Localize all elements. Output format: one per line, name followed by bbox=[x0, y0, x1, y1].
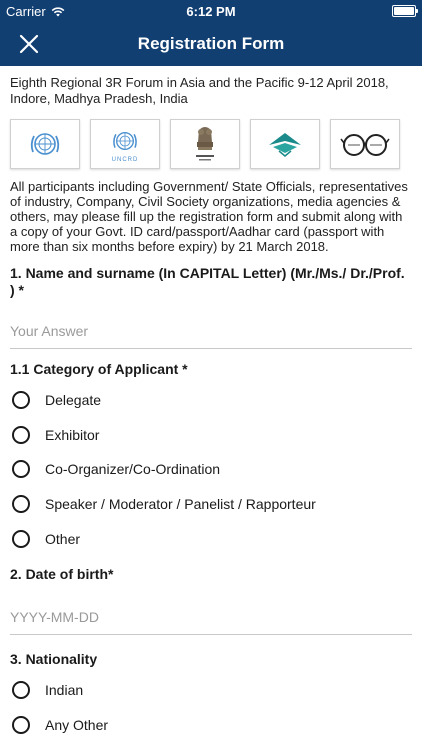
option-label: Any Other bbox=[45, 716, 109, 733]
un-emblem-icon bbox=[27, 126, 63, 162]
question-category-label: 1.1 Category of Applicant * bbox=[10, 361, 188, 377]
ministry-environment-logo bbox=[250, 119, 320, 169]
swachh-bharat-logo bbox=[330, 119, 400, 169]
india-emblem-logo bbox=[170, 119, 240, 169]
intro-text: All participants including Government/ State Officials, representatives of industry, Company, Civil Society organizations, media agencies & others, may please fill up the registration form and submit along with a copy of your Govt. ID card/passport/Aadhar card (passport with more than six months before expiry) by 21 March 2018. bbox=[10, 179, 408, 254]
status-time: 6:12 PM bbox=[186, 3, 236, 19]
india-emblem-icon bbox=[190, 124, 220, 164]
close-button[interactable] bbox=[18, 33, 40, 55]
ministry-environment-icon bbox=[265, 129, 305, 159]
nav-bar bbox=[0, 22, 422, 66]
nationality-radio-group bbox=[10, 673, 412, 742]
radio-circle-icon[interactable] bbox=[12, 391, 30, 409]
battery-icon bbox=[392, 5, 416, 17]
uncrd-emblem-icon bbox=[110, 126, 140, 156]
nationality-option-indian[interactable] bbox=[10, 673, 412, 708]
wifi-icon bbox=[51, 6, 65, 17]
radio-circle-icon[interactable] bbox=[12, 530, 30, 548]
category-option-speaker[interactable] bbox=[10, 487, 412, 522]
category-option-delegate[interactable] bbox=[10, 383, 412, 418]
form-content bbox=[0, 75, 422, 742]
option-label: Indian bbox=[45, 682, 84, 699]
option-label: Speaker / Moderator / Panelist / Rapporteur bbox=[45, 496, 316, 513]
nationality-option-any-other[interactable] bbox=[10, 708, 412, 743]
un-emblem-logo bbox=[10, 119, 80, 169]
category-option-other[interactable] bbox=[10, 521, 412, 556]
option-label: Delegate bbox=[45, 392, 102, 409]
question-dob-label: 2. Date of birth* bbox=[10, 565, 114, 582]
option-label: Exhibitor bbox=[45, 426, 100, 443]
radio-circle-icon[interactable] bbox=[12, 681, 30, 699]
swachh-bharat-glasses-icon bbox=[340, 129, 390, 159]
uncrd-logo bbox=[90, 119, 160, 169]
status-left bbox=[6, 4, 65, 19]
category-option-exhibitor[interactable] bbox=[10, 418, 412, 453]
question-nationality-label: 3. Nationality bbox=[10, 650, 98, 667]
event-title: Eighth Regional 3R Forum in Asia and the Pacific 9-12 April 2018, Indore, Madhya Pradesh, India bbox=[10, 75, 389, 106]
option-label: Co-Organizer/Co-Ordination bbox=[45, 461, 221, 478]
radio-circle-icon[interactable] bbox=[12, 495, 30, 513]
option-label: Other bbox=[45, 530, 81, 547]
question-name-label: 1. Name and surname (In CAPITAL Letter) (Mr./Ms./ Dr./Prof. ) * bbox=[10, 265, 405, 298]
category-radio-group bbox=[10, 383, 412, 556]
date-of-birth-input[interactable] bbox=[10, 609, 412, 635]
carrier-label: Carrier bbox=[6, 3, 46, 19]
close-icon bbox=[18, 33, 40, 55]
page-title: Registration Form bbox=[137, 34, 285, 53]
radio-circle-icon[interactable] bbox=[12, 716, 30, 734]
category-option-co-organizer[interactable] bbox=[10, 452, 412, 487]
radio-circle-icon[interactable] bbox=[12, 426, 30, 444]
uncrd-caption: UNCRD bbox=[111, 156, 139, 163]
status-bar bbox=[0, 0, 422, 22]
name-input[interactable] bbox=[10, 323, 412, 349]
radio-circle-icon[interactable] bbox=[12, 460, 30, 478]
logo-strip bbox=[10, 119, 412, 169]
